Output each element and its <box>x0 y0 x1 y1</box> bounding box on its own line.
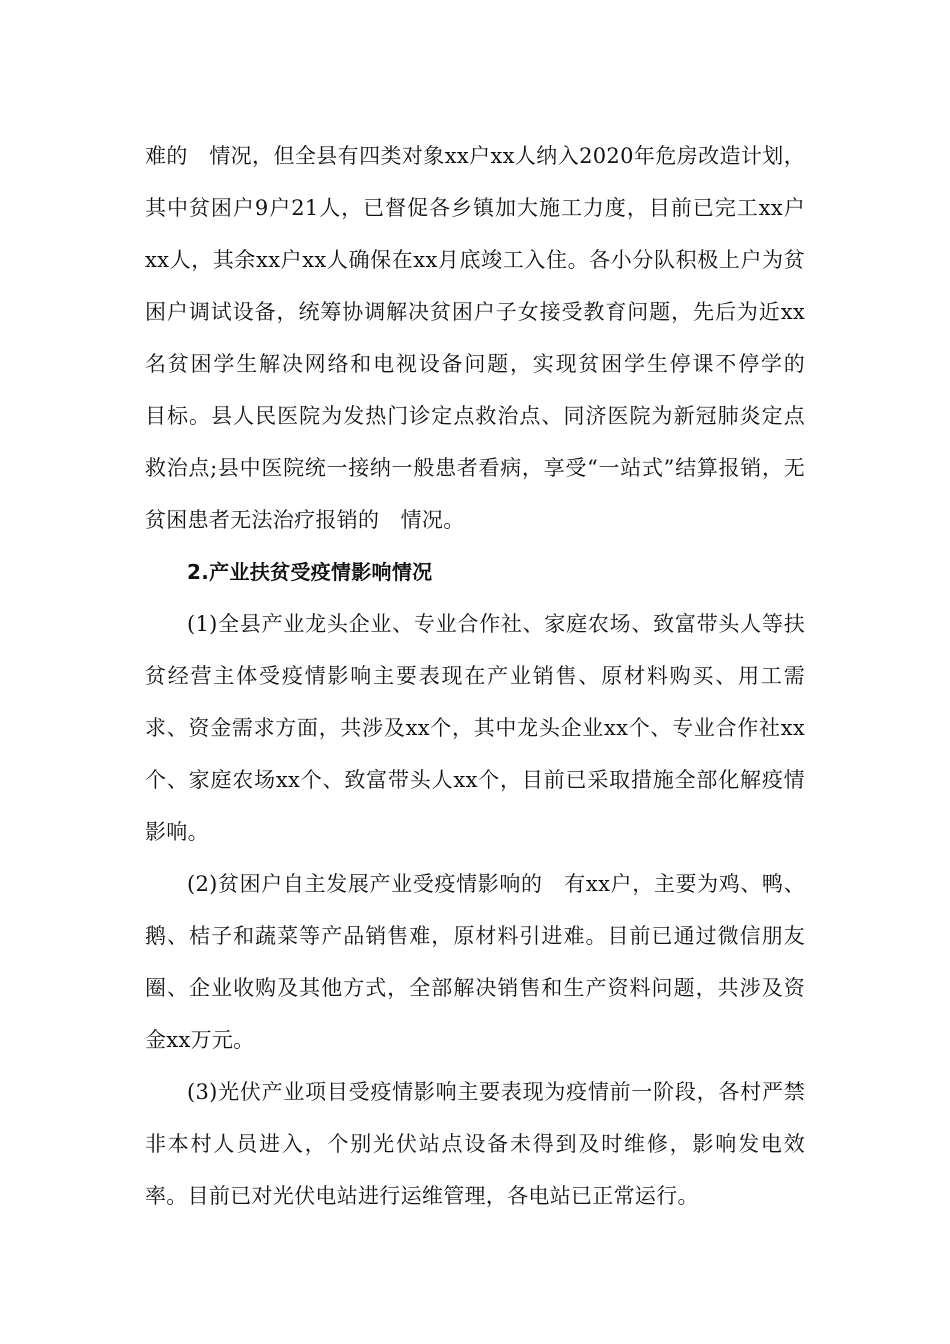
section-heading: 2.产业扶贫受疫情影响情况 <box>187 560 433 584</box>
paragraph-item-3: (3)光伏产业项目受疫情影响主要表现为疫情前一阶段，各村严禁非本村人员进入，个别光伏站点设备未得到及时维修，影响发电效率。目前已对光伏电站进行运维管理，各电站已正常运行。 <box>145 1080 805 1208</box>
paragraph-item-1: (1)全县产业龙头企业、专业合作社、家庭农场、致富带头人等扶贫经营主体受疫情影响主要表现在产业销售、原材料购买、用工需求、资金需求方面，共涉及xx个，其中龙头企业xx个、专业合作社xx个、家庭农场xx个、致富带头人xx个，目前已采取措施全部化解疫情影响。 <box>145 612 805 844</box>
paragraph-continued: 难的 情况，但全县有四类对象xx户xx人纳入2020年危房改造计划，其中贫困户9户21人，已督促各乡镇加大施工力度，目前已完工xx户xx人，其余xx户xx人确保在xx月底竣工入住。各小分队积极上户为贫困户调试设备，统筹协调解决贫困户子女接受教育问题，先后为近xx名贫困学生解决网络和电视设备问题，实现贫困学生停课不停学的 目标。县人民医院为发热门诊定点救治点、同济医院为新冠肺炎定点救治点;县中医院统一接纳一般患者看病，享受“一站式”结算报销，无贫困患者无法治疗报销的 情况。 <box>145 144 827 532</box>
document-body <box>145 130 827 1222</box>
paragraph-item-2: (2)贫困户自主发展产业受疫情影响的 有xx户，主要为鸡、鸭、鹅、桔子和蔬菜等产品销售难，原材料引进难。目前已通过微信朋友圈、企业收购及其他方式，全部解决销售和生产资料问题，共涉及资金xx万元。 <box>145 872 805 1052</box>
